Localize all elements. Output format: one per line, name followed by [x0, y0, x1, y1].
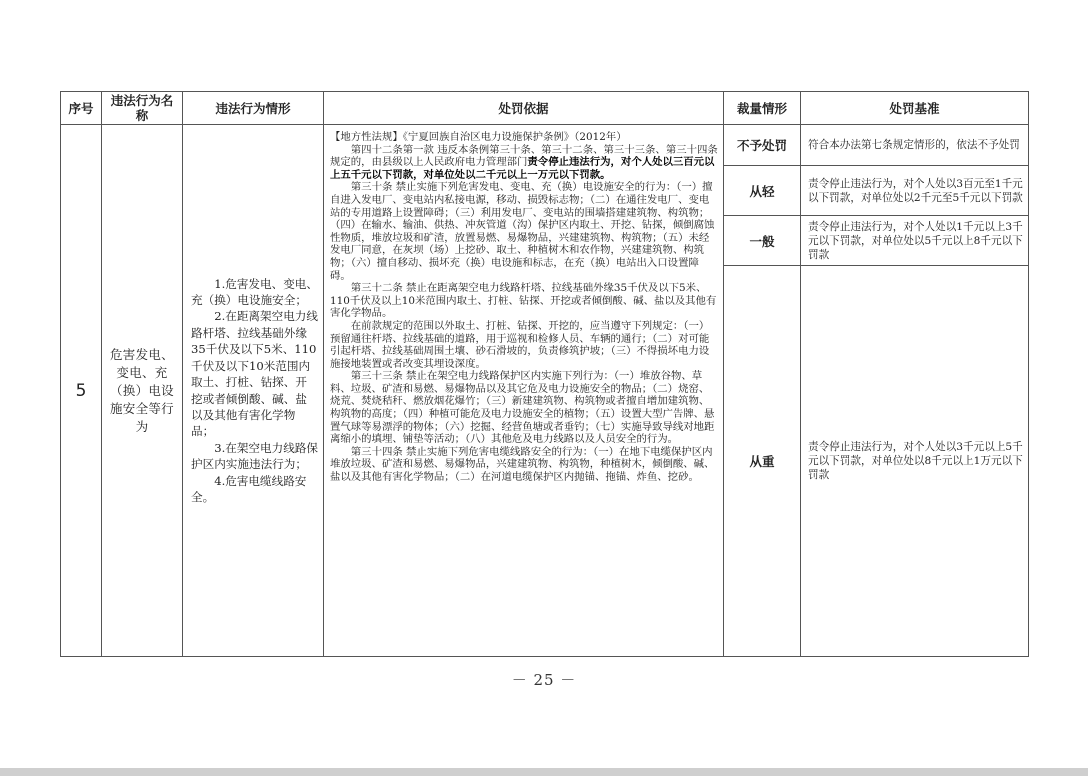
basis-article-42-text: 第四十二条第一款 违反本条例第三十条、第三十二条、第三十三条、第三十四条规定的，由县级以上人民政府电力管理部门 — [330, 143, 718, 169]
degree-cell: 从轻 — [724, 166, 801, 216]
degree-cell: 一般 — [724, 216, 801, 266]
violation-situation-cell — [183, 125, 324, 657]
basis-source: 【地方性法规】《宁夏回族自治区电力设施保护条例》（2012年） — [330, 131, 627, 143]
page-bottom-edge — [0, 768, 1088, 776]
standard-cell: 责令停止违法行为，对个人处以1千元以上3千元以下罚款，对单位处以5千元以上8千元以下罚款 — [801, 216, 1029, 266]
situation-item-4: 4.危害电缆线路安全。 — [191, 473, 307, 504]
violation-name-cell: 危害发电、变电、充（换）电设施安全等行为 — [102, 125, 183, 657]
header-basis: 处罚依据 — [324, 92, 724, 125]
basis-article-32-part2: 在前款规定的范围以外取土、打桩、钻探、开挖的，应当遵守下列规定：（一）预留通往杆塔、拉线基础的道路，用于巡视和检修人员、车辆的通行；（二）对可能引起杆塔、拉线基础周围土壤、砂石滑坡的，负责修筑护坡；（三）不得损坏电力设施接地装置或者改变其埋设深度。 — [330, 319, 710, 370]
page-number: － 25 － — [511, 671, 577, 689]
situation-item-3: 3.在架空电力线路保护区内实施违法行为； — [191, 440, 318, 472]
standard-cell: 符合本办法第七条规定情形的，依法不予处罚 — [801, 125, 1029, 166]
situation-item-1: 1.危害发电、变电、充（换）电设施安全； — [191, 276, 318, 308]
degree-cell: 不予处罚 — [724, 125, 801, 166]
standard-cell: 责令停止违法行为，对个人处以3千元以上5千元以下罚款，对单位处以8千元以上1万元以下罚款 — [801, 266, 1029, 657]
header-standard: 处罚基准 — [801, 92, 1029, 125]
basis-article-33: 第三十三条 禁止在架空电力线路保护区内实施下列行为：（一）堆放谷物、草料、垃圾、矿渣和易燃、易爆物品以及其它危及电力设施安全的物品；（二）烧窑、烧荒、焚烧秸秆、燃放烟花爆竹；（三）新建建筑物、构筑物或者擅自增加建筑物、构筑物的高度；（四）种植可能危及电力设施安全的植物；（五）设置大型广告牌、悬置气球等易漂浮的物体；（六）挖掘、经营鱼塘或者垂钓；（七）实施导致导线对地距离缩小的填埋、铺垫等活动；（八）其他危及电力线路以及人员安全的行为。 — [330, 370, 715, 446]
header-situation: 违法行为情形 — [183, 92, 324, 125]
penalty-table — [60, 91, 1029, 657]
header-name: 违法行为名称 — [102, 92, 183, 125]
penalty-basis-cell — [324, 125, 724, 657]
header-seq: 序号 — [61, 92, 102, 125]
degree-cell: 从重 — [724, 266, 801, 657]
table-row — [61, 125, 1029, 166]
header-degree: 裁量情形 — [724, 92, 801, 125]
basis-article-42 — [330, 144, 718, 182]
basis-article-30: 第三十条 禁止实施下列危害发电、变电、充（换）电设施安全的行为：（一）擅自进入发电厂、变电站内私接电源，移动、损毁标志物；（二）在通往发电厂、变电站的专用道路上设置障碍；（三）利用发电厂、变电站的围墙搭建建筑物、构筑物；（四）在输水、输油、供热、冲灰管道（沟）保护区内取土、开挖、钻探，倾倒腐蚀性物质，堆放垃圾和矿渣，放置易燃、易爆物品，兴建建筑物、构筑物；（五）未经发电厂同意，在灰坝（场）上挖砂、取土、种植树木和农作物，兴建建筑物、构筑物；（六）擅自移动、损坏充（换）电设施和标志，在充（换）电站出入口设置障碍。 — [330, 181, 715, 282]
situation-item-2: 2.在距离架空电力线路杆塔、拉线基础外缘35千伏及以下5米、110千伏及以下10米范围内取土、打桩、钻探、开挖或者倾倒酸、碱、盐以及其他有害化学物品； — [191, 309, 318, 439]
seq-cell: 5 — [61, 125, 102, 657]
header-row — [61, 92, 1029, 125]
basis-article-34: 第三十四条 禁止实施下列危害电缆线路安全的行为：（一）在地下电缆保护区内堆放垃圾、矿渣和易燃、易爆物品，兴建建筑物、构筑物，种植树木，倾倒酸、碱、盐以及其他有害化学物品；（二）在河道电缆保护区内抛锚、拖锚、炸鱼、挖砂。 — [330, 445, 715, 484]
basis-article-32: 第三十二条 禁止在距离架空电力线路杆塔、拉线基础外缘35千伏及以下5米、110千伏及以上10米范围内取土、打桩、钻探、开挖或者倾倒酸、碱、盐以及其他有害化学物品。 — [330, 282, 717, 320]
standard-cell: 责令停止违法行为，对个人处以3百元至1千元以下罚款，对单位处以2千元至5千元以下罚款 — [801, 166, 1029, 216]
basis-article-42-penalty: 责令停止违法行为，对个人处以三百元以上五千元以下罚款，对单位处以二千元以上一万元以下罚款。 — [330, 156, 715, 181]
